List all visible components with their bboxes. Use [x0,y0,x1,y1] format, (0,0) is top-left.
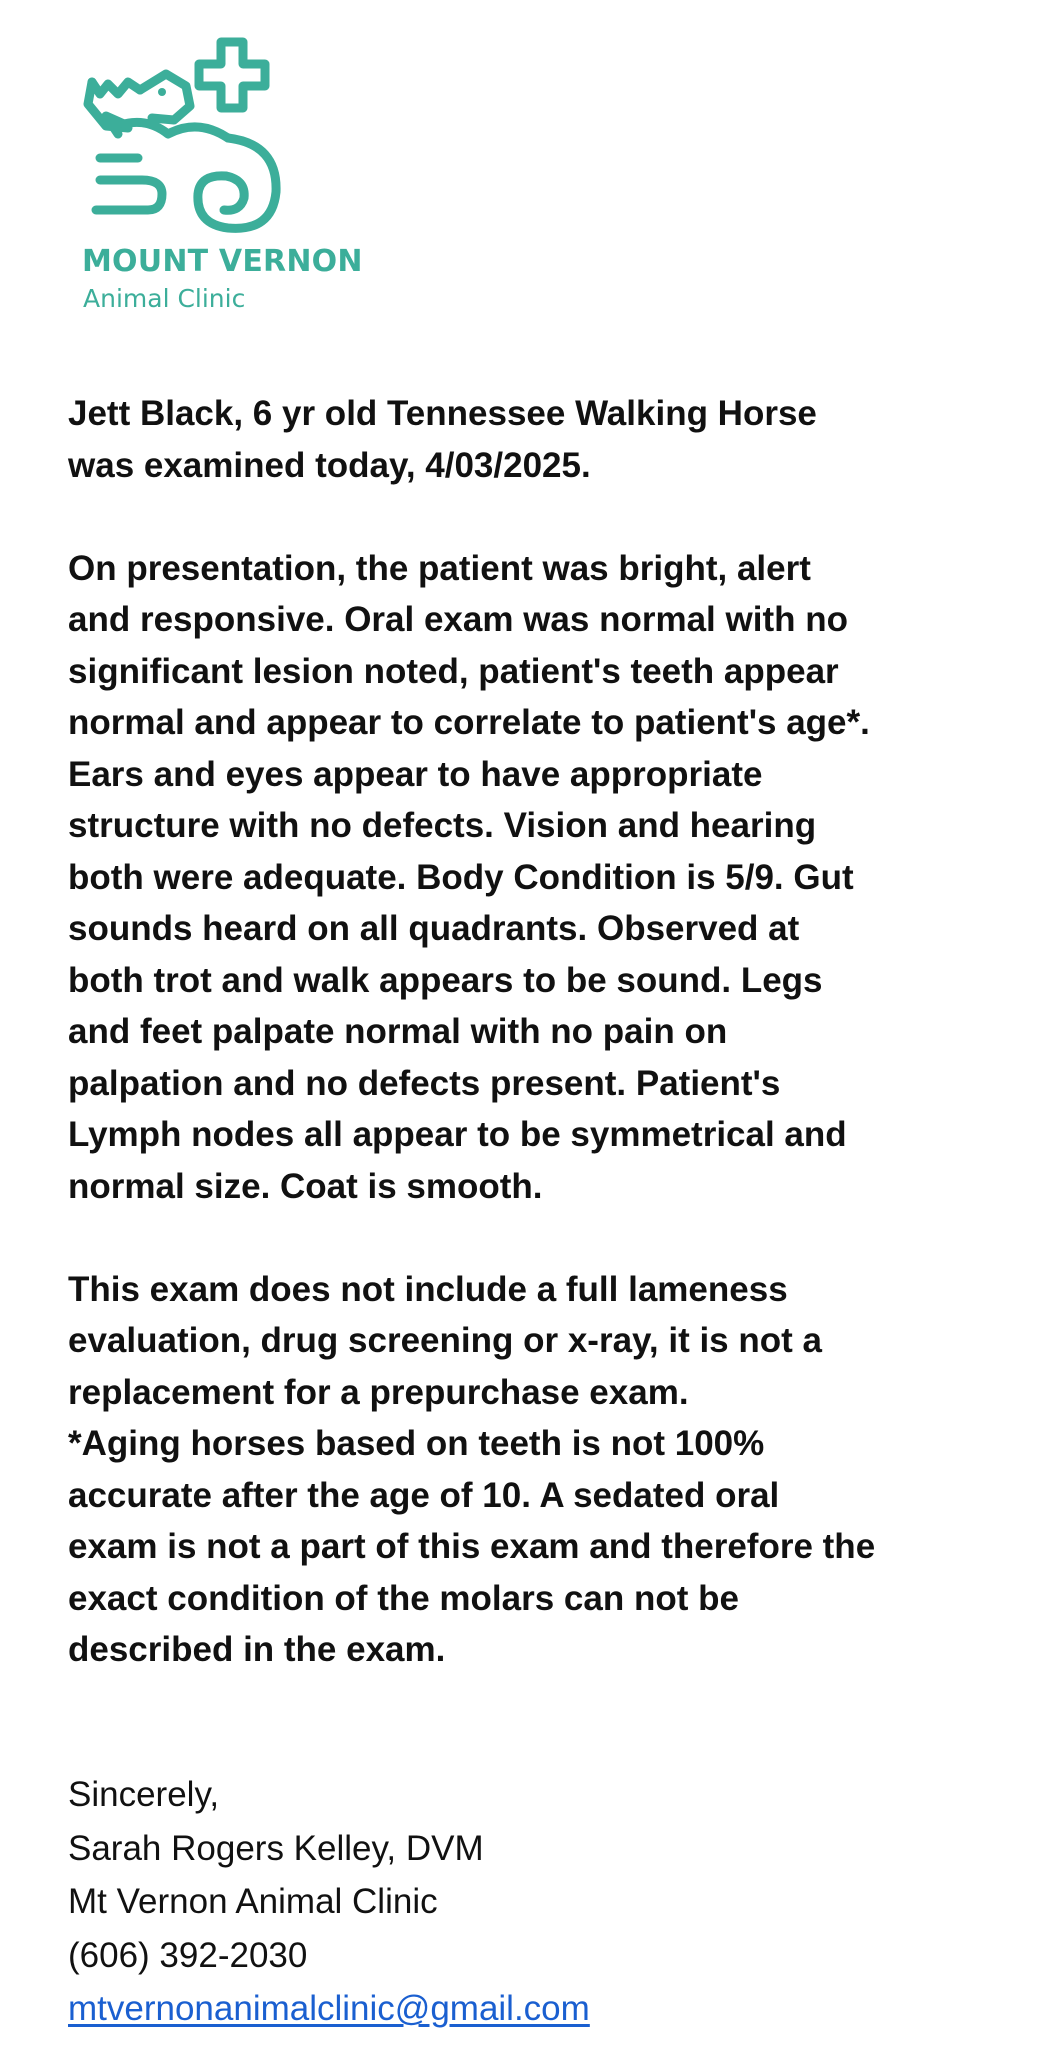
exam-disclaimer-paragraph: This exam does not include a full lameness evaluation, drug screening or x-ray, it is not a replacement for a prepurchase exam. [68,1269,822,1412]
pet-clinic-logo-icon [78,34,318,234]
signature-clinic-name: Mt Vernon Animal Clinic [68,1882,438,1921]
exam-report-body [68,388,1028,1676]
phone-number: (606) 392-2030 [68,1935,308,1975]
vet-name: Sarah Rogers Kelley, DVM [68,1828,484,1868]
exam-footnote-paragraph: *Aging horses based on teeth is not 100% accurate after the age of 10. A sedated oral exam is not a part of this exam and therefore the exact condition of the molars can not be described in the exam. [68,1424,876,1669]
signature-block [68,1768,1028,2036]
exam-findings-paragraph: On presentation, the patient was bright, alert and responsive. Oral exam was normal with no significant lesion noted, patient's teeth appear normal and appear to correlate to patient's age*. Ears and eyes appear to have appropriate structure with no defects. Vision and hearing both were adequate. Body Condition is 5/9. Gut sounds heard on all quadrants. Observed at both trot and walk appears to be sound. Legs and feet palpate normal with no pain on palpation and no defects present. Patient's Lymph nodes all appear to be symmetrical and normal size. Coat is smooth. [68,548,870,1206]
closing-text: Sincerely, [68,1775,220,1814]
clinic-name: MOUNT VERNON [82,244,363,279]
email-link[interactable]: mtvernonanimalclinic@gmail.com [68,1989,590,2028]
clinic-logo [78,34,408,334]
exam-intro-paragraph: Jett Black, 6 yr old Tennessee Walking Horse was examined today, 4/03/2025. [68,394,817,485]
clinic-subtitle: Animal Clinic [83,284,246,313]
